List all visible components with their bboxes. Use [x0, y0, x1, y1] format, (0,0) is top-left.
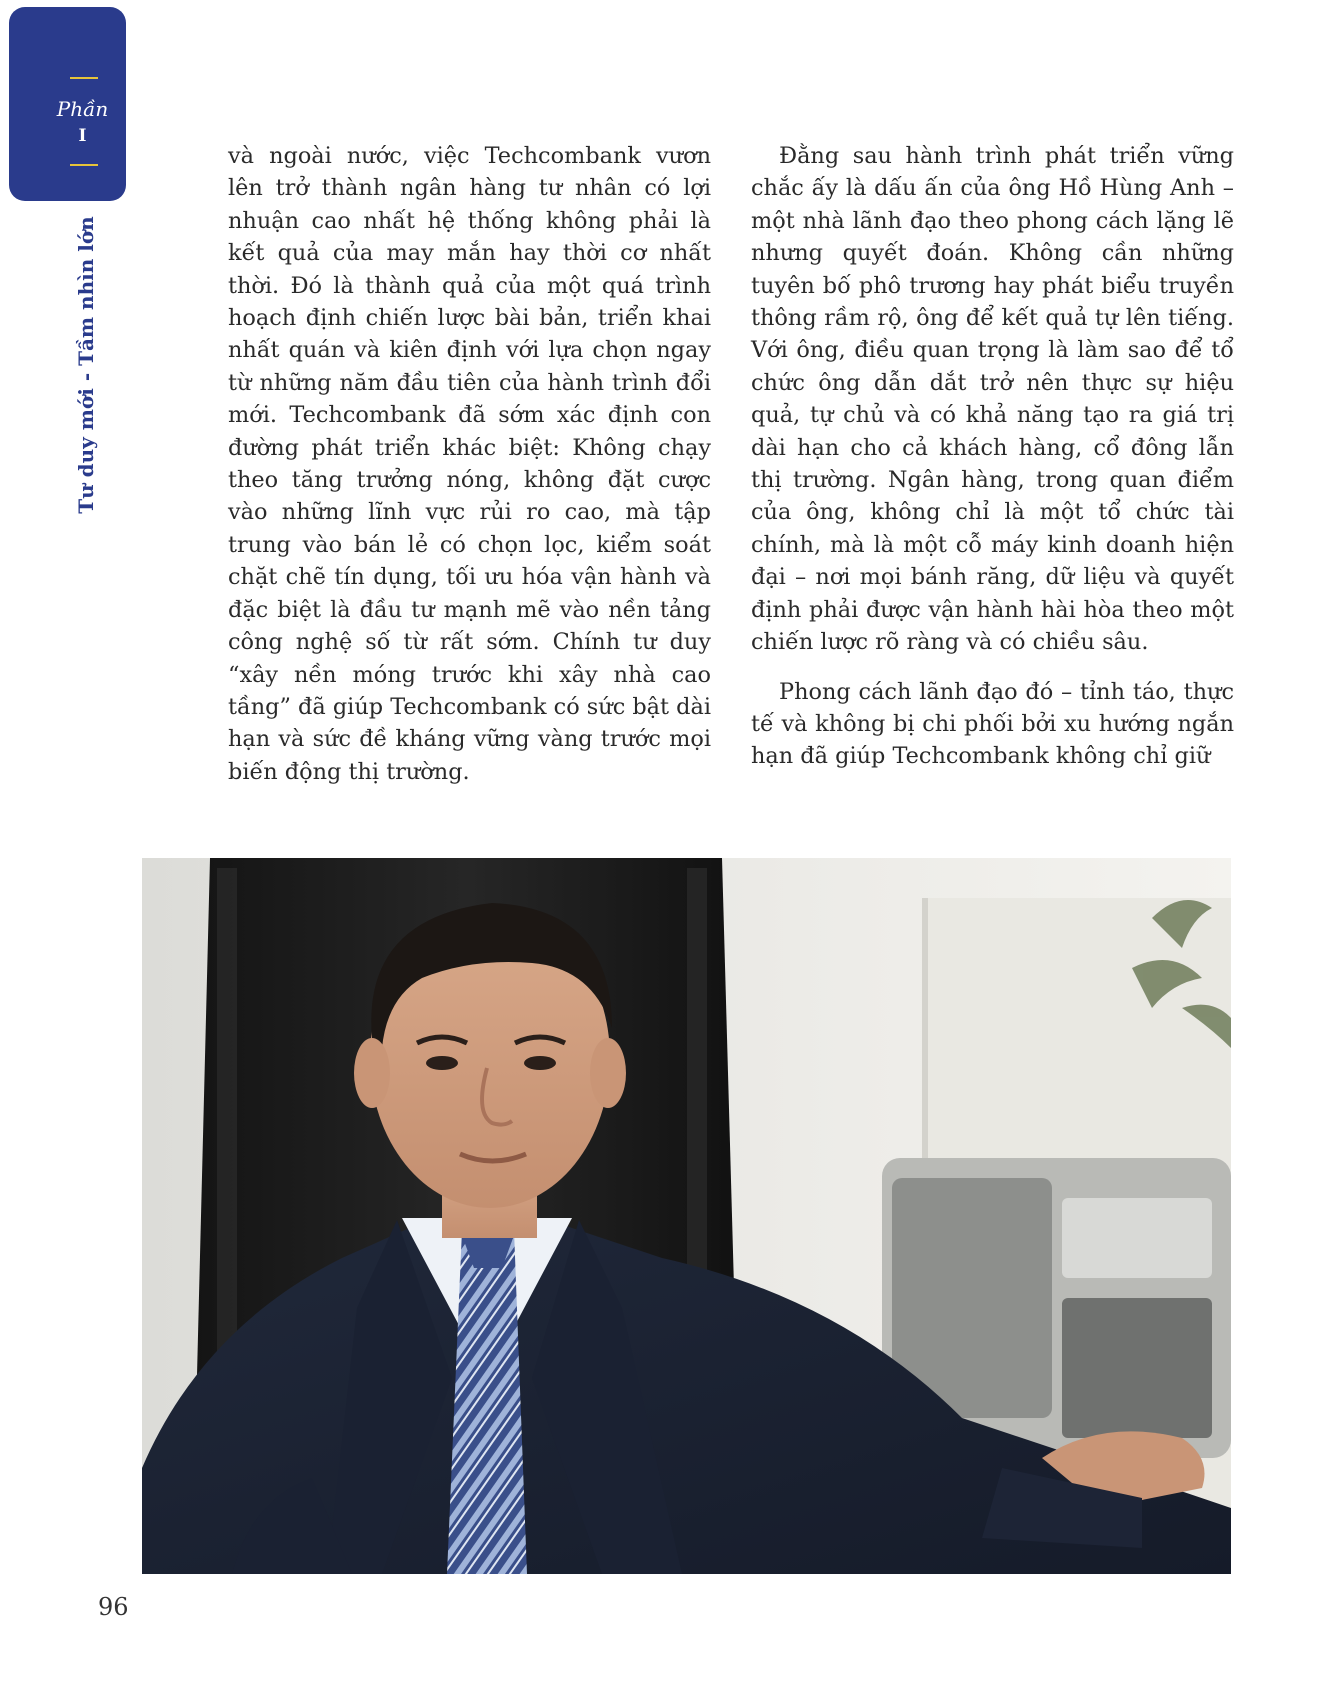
portrait-illustration: [142, 858, 1231, 1574]
part-tab: [9, 7, 126, 201]
left-column: [228, 140, 711, 788]
part-tab-bottom-rule: [70, 164, 98, 166]
right-column-paragraph-1: Đằng sau hành trình phát triển vững chắc ấy là dấu ấn của ông Hồ Hùng Anh – một nhà lãnh đạo theo phong cách lặng lẽ nhưng quyết đoán. Không cần những tuyên bố phô trương hay phát biểu truyền thông rầm rộ, ông để kết quả tự lên tiếng. Với ông, điều quan trọng là làm sao để tổ chức ông dẫn dắt trở nên thực sự hiệu quả, tự chủ và có khả năng tạo ra giá trị dài hạn cho cả khách hàng, cổ đông lẫn thị trường. Ngân hàng, trong quan điểm của ông, không chỉ là một tổ chức tài chính, mà là một cỗ máy kinh doanh hiện đại – nơi mọi bánh răng, dữ liệu và quyết định phải được vận hành hài hòa theo một chiến lược rõ ràng và có chiều sâu.: [751, 143, 1234, 656]
right-column-paragraph-2: Phong cách lãnh đạo đó – tỉnh táo, thực tế và không bị chi phối bởi xu hướng ngắn hạn đã giúp Techcombank không chỉ giữ: [751, 678, 1234, 770]
section-title: Tư duy mới - Tầm nhìn lớn: [74, 216, 98, 514]
part-tab-top-rule: [70, 77, 98, 79]
left-column-paragraph: và ngoài nước, việc Techcombank vươn lên trở thành ngân hàng tư nhân có lợi nhuận cao nhất hệ thống không phải là kết quả của may mắn hay thời cơ nhất thời. Đó là thành quả của một quá trình hoạch định chiến lược bài bản, triển khai nhất quán và kiên định với lựa chọn ngay từ những năm đầu tiên của hành trình đổi mới. Techcombank đã sớm xác định con đường phát triển khác biệt: Không chạy theo tăng trưởng nóng, không đặt cược vào những lĩnh vực rủi ro cao, mà tập trung vào bán lẻ có chọn lọc, kiểm soát chặt chẽ tín dụng, tối ưu hóa vận hành và đặc biệt là đầu tư mạnh mẽ vào nền tảng công nghệ số từ rất sớm. Chính tư duy “xây nền móng trước khi xây nhà cao tầng” đã giúp Techcombank có sức bật dài hạn và sức đề kháng vững vàng trước mọi biến động thị trường.: [228, 143, 711, 785]
portrait-photo: [142, 858, 1231, 1574]
page-number: 96: [98, 1593, 129, 1621]
right-column: [751, 140, 1234, 773]
part-number: I: [78, 126, 87, 146]
part-label: Phần: [56, 97, 109, 121]
